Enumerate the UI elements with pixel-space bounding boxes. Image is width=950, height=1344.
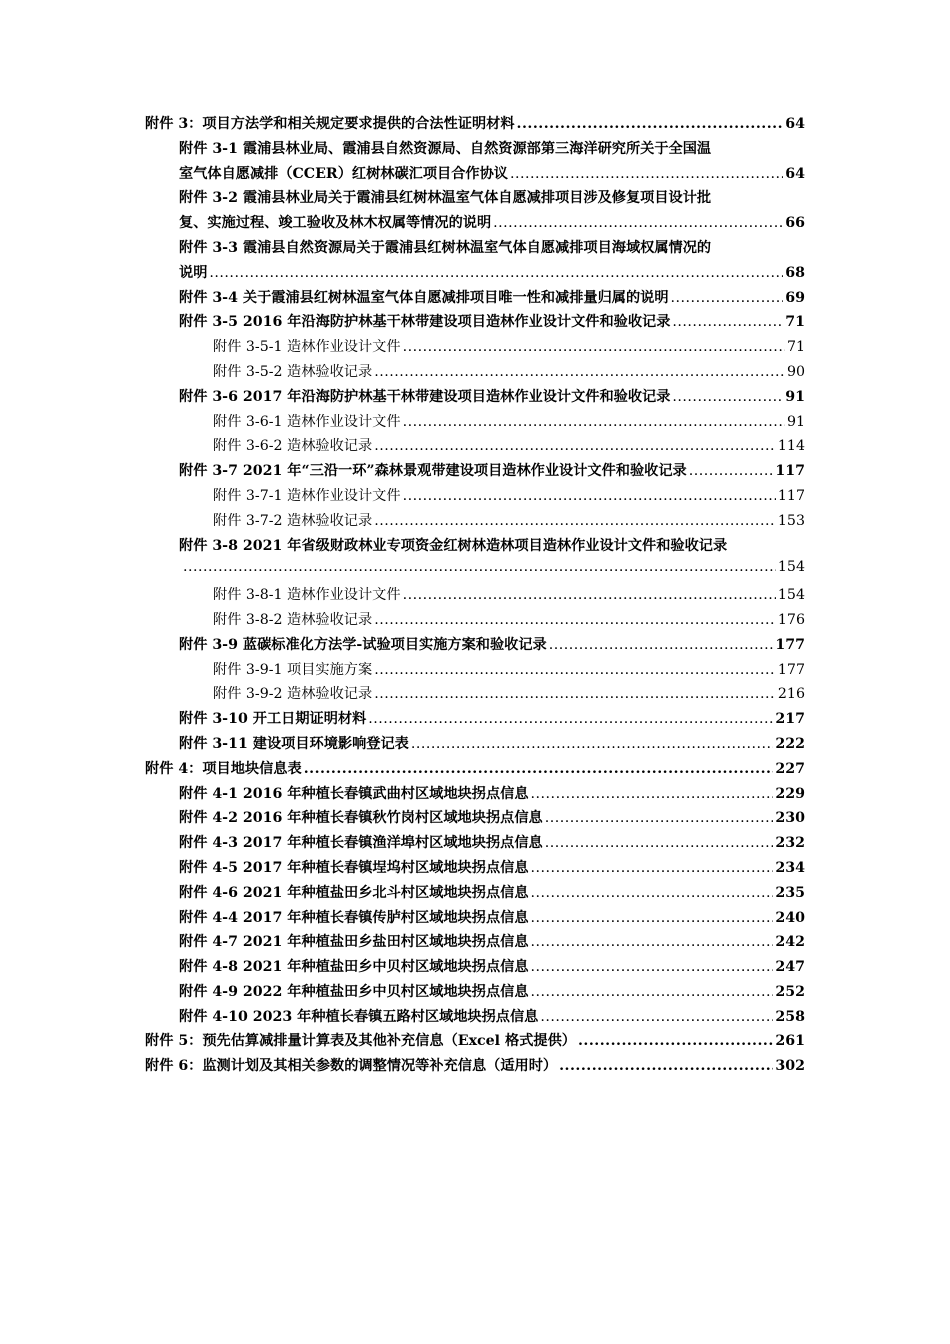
toc-entry-title: 附件 4-5 2017 年种植长春镇埕坞村区域地块拐点信息 [179, 859, 529, 876]
toc-entry-page: 230 [775, 810, 805, 827]
toc-entry-continuation [145, 262, 805, 287]
toc-leader [549, 637, 774, 653]
toc-entry [145, 733, 805, 758]
toc-entry-title: 附件 3-6-2 造林验收记录 [213, 438, 373, 455]
toc-entry-title: 附件 3-8 2021 年省级财政林业专项资金红树林造林项目造林作业设计文件和验收记录 [179, 537, 728, 554]
toc-entry [145, 435, 805, 460]
toc-entry-title: 附件 4-10 2023 年种植长春镇五路村区域地块拐点信息 [179, 1008, 539, 1025]
toc-leader [531, 786, 774, 802]
toc-entry-page: 261 [775, 1033, 805, 1050]
toc-entry-page: 229 [775, 785, 805, 802]
toc-entry-page: 91 [785, 388, 805, 405]
toc-entry-page: 176 [777, 611, 805, 628]
toc-leader [531, 934, 774, 950]
toc-entry [145, 609, 805, 634]
toc-entry-title: 附件 4-6 2021 年种植盐田乡北斗村区域地块拐点信息 [179, 884, 529, 901]
toc-entry-page: 177 [775, 636, 805, 653]
toc-entry [145, 634, 805, 659]
toc-entry-title: 附件 3-2 霞浦县林业局关于霞浦县红树林温室气体自愿减排项目涉及修复项目设计批 [179, 190, 712, 207]
toc-entry-page: 240 [775, 909, 805, 926]
toc-entry-title: 室气体自愿减排（CCER）红树林碳汇项目合作协议 [179, 165, 508, 182]
toc-entry-title: 附件 4-1 2016 年种植长春镇武曲村区域地块拐点信息 [179, 785, 529, 802]
toc-entry-page: 91 [786, 413, 805, 430]
toc-leader [672, 314, 783, 330]
toc-entry [145, 510, 805, 535]
toc-entry-title: 附件 3-6 2017 年沿海防护林基干林带建设项目造林作业设计文件和验收记录 [179, 388, 671, 405]
toc-leader [403, 339, 785, 355]
toc-entry-title: 附件 3-4 关于霞浦县红树林温室气体自愿减排项目唯一性和减排量归属的说明 [179, 289, 669, 306]
toc-leader [559, 1058, 773, 1074]
toc-entry-page: 154 [777, 559, 805, 576]
toc-entry-continuation [145, 559, 805, 584]
toc-entry-page: 154 [777, 587, 805, 604]
toc-leader [510, 166, 783, 182]
toc-entry-page: 222 [775, 735, 805, 752]
toc-leader [374, 513, 776, 529]
toc-leader [517, 116, 784, 132]
toc-entry-title: 附件 5：预先估算减排量计算表及其他补充信息（Excel 格式提供） [145, 1033, 576, 1050]
toc-entry [145, 683, 805, 708]
toc-leader [672, 389, 783, 405]
toc-entry-page: 252 [775, 983, 805, 1000]
toc-entry-title: 附件 4-9 2022 年种植盐田乡中贝村区域地块拐点信息 [179, 983, 529, 1000]
toc-entry-page: 71 [785, 314, 805, 331]
toc-entry-page: 68 [785, 264, 805, 281]
toc-leader [671, 290, 784, 306]
toc-leader [374, 612, 776, 628]
toc-entry [145, 113, 805, 138]
toc-leader [374, 364, 785, 380]
toc-entry-page: 71 [786, 339, 805, 356]
toc-leader [183, 559, 776, 575]
toc-entry-title: 附件 3-3 霞浦县自然资源局关于霞浦县红树林温室气体自愿减排项目海域权属情况的 [179, 239, 712, 256]
toc-entry-title: 附件 3-9-1 项目实施方案 [213, 661, 373, 678]
toc-entry-title: 复、实施过程、竣工验收及林木权属等情况的说明 [179, 215, 492, 232]
toc-entry-page: 66 [785, 215, 805, 232]
toc-entry-title: 附件 3-11 建设项目环境影响登记表 [179, 735, 409, 752]
toc-entry-page: 242 [775, 934, 805, 951]
toc-entry [145, 1030, 805, 1055]
toc-entry [145, 485, 805, 510]
toc-entry-page: 177 [777, 661, 805, 678]
toc-entry-title: 附件 3-7-2 造林验收记录 [213, 512, 373, 529]
toc-entry-page: 247 [775, 959, 805, 976]
toc-leader [531, 860, 774, 876]
toc-entry-title: 附件 3-7-1 造林作业设计文件 [213, 487, 401, 504]
toc-entry-title: 附件 3：项目方法学和相关规定要求提供的合法性证明材料 [145, 116, 515, 132]
toc-leader [540, 1009, 773, 1025]
toc-entry-page: 302 [775, 1058, 805, 1075]
toc-leader [545, 835, 774, 851]
toc-entry-title: 附件 4-3 2017 年种植长春镇渔洋埠村区域地块拐点信息 [179, 835, 543, 852]
toc-entry [145, 758, 805, 783]
toc-leader [403, 587, 776, 603]
toc-entry-page: 217 [775, 711, 805, 728]
toc-entry-title: 附件 3-7 2021 年“三沿一环”森林景观带建设项目造林作业设计文件和验收记录 [179, 463, 687, 480]
toc-leader [411, 736, 774, 752]
toc-leader [531, 959, 774, 975]
toc-entry [145, 1055, 805, 1080]
toc-entry [145, 981, 805, 1006]
toc-leader [304, 761, 774, 777]
toc-entry-page: 64 [785, 165, 805, 182]
toc-entry-page: 258 [775, 1008, 805, 1025]
toc-entry-page: 90 [786, 363, 805, 380]
toc-entry-title: 附件 6：监测计划及其相关参数的调整情况等补充信息（适用时） [145, 1058, 558, 1075]
toc-entry [145, 311, 805, 336]
toc-entry-title: 附件 4-8 2021 年种植盐田乡中贝村区域地块拐点信息 [179, 959, 529, 976]
toc-entry [145, 857, 805, 882]
toc-leader [545, 810, 774, 826]
toc-entry-title: 附件 3-5-1 造林作业设计文件 [213, 339, 401, 356]
toc-leader [578, 1033, 773, 1049]
toc-entry-title: 附件 4-2 2016 年种植长春镇秋竹岗村区域地块拐点信息 [179, 810, 543, 827]
toc-leader [689, 463, 774, 479]
toc-entry [145, 931, 805, 956]
toc-entry-title: 附件 3-8-1 造林作业设计文件 [213, 587, 401, 604]
toc-entry [145, 386, 805, 411]
toc-leader [374, 662, 776, 678]
toc-entry [145, 460, 805, 485]
toc-entry-title: 附件 3-10 开工日期证明材料 [179, 711, 367, 728]
toc-entry-page: 232 [775, 835, 805, 852]
toc-entry-page: 153 [777, 512, 805, 529]
toc-entry-title: 附件 4-7 2021 年种植盐田乡盐田村区域地块拐点信息 [179, 934, 529, 951]
toc-entry-page: 69 [785, 289, 805, 306]
toc-entry-page: 227 [775, 760, 805, 777]
toc-entry-title: 附件 3-9 蓝碳标准化方法学-试验项目实施方案和验收记录 [179, 636, 547, 653]
toc-entry-title: 附件 3-8-2 造林验收记录 [213, 611, 373, 628]
toc-entry [145, 956, 805, 981]
toc-leader [403, 488, 776, 504]
toc-entry [145, 783, 805, 808]
toc-leader [209, 265, 783, 281]
toc-entry [145, 708, 805, 733]
toc-leader [531, 984, 774, 1000]
table-of-contents [145, 113, 805, 1080]
toc-entry [145, 832, 805, 857]
toc-entry [145, 807, 805, 832]
toc-entry [145, 907, 805, 932]
toc-entry-page: 117 [777, 487, 805, 504]
toc-entry [145, 187, 805, 212]
toc-entry-continuation [145, 163, 805, 188]
toc-entry-page: 117 [775, 463, 805, 480]
toc-entry [145, 336, 805, 361]
toc-entry-title: 说明 [179, 264, 208, 281]
toc-leader [403, 414, 785, 430]
toc-entry [145, 287, 805, 312]
toc-entry [145, 138, 805, 163]
toc-entry-page: 64 [785, 116, 805, 132]
toc-entry [145, 1006, 805, 1031]
toc-entry [145, 659, 805, 684]
toc-entry [145, 237, 805, 262]
toc-leader [493, 215, 783, 231]
toc-entry-page: 114 [777, 438, 805, 455]
toc-entry [145, 882, 805, 907]
toc-leader [374, 438, 776, 454]
toc-leader [368, 711, 773, 727]
toc-entry [145, 411, 805, 436]
toc-entry-page: 234 [775, 859, 805, 876]
toc-entry-title: 附件 4-4 2017 年种植长春镇传胪村区域地块拐点信息 [179, 909, 529, 926]
toc-entry-title: 附件 3-5 2016 年沿海防护林基干林带建设项目造林作业设计文件和验收记录 [179, 314, 671, 331]
toc-entry-title: 附件 3-6-1 造林作业设计文件 [213, 413, 401, 430]
toc-entry-title: 附件 3-5-2 造林验收记录 [213, 363, 373, 380]
toc-entry-page: 216 [777, 686, 805, 703]
toc-leader [374, 686, 776, 702]
toc-leader [531, 885, 774, 901]
toc-entry-page: 235 [775, 884, 805, 901]
toc-leader [531, 910, 774, 926]
toc-entry-continuation [145, 212, 805, 237]
toc-entry-title: 附件 3-1 霞浦县林业局、霞浦县自然资源局、自然资源部第三海洋研究所关于全国温 [179, 140, 712, 157]
toc-entry [145, 535, 805, 560]
toc-entry-title: 附件 3-9-2 造林验收记录 [213, 686, 373, 703]
toc-entry [145, 361, 805, 386]
toc-entry [145, 584, 805, 609]
toc-entry-title: 附件 4：项目地块信息表 [145, 760, 302, 777]
